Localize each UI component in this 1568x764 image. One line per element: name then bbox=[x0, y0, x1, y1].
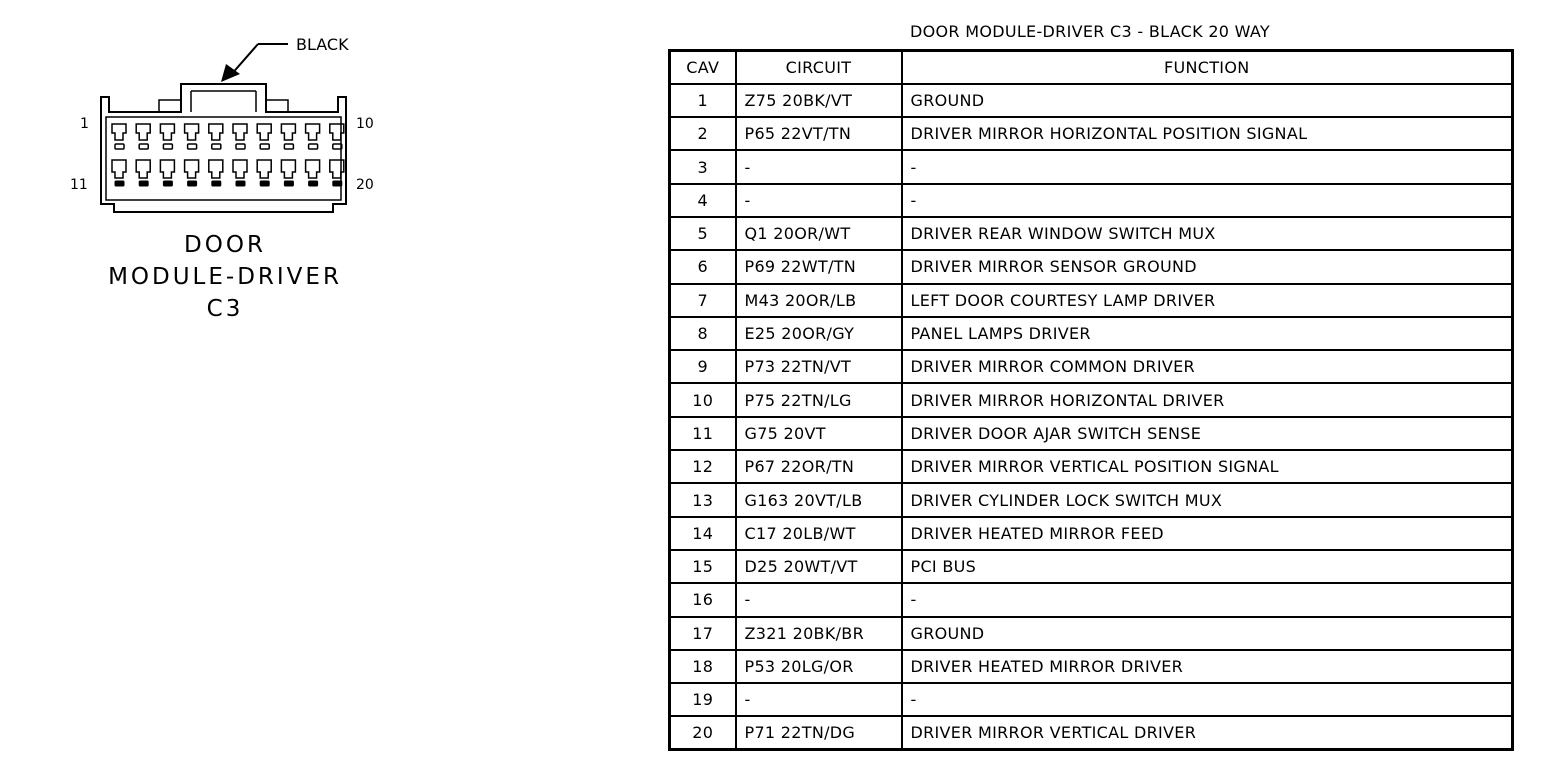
table-row bbox=[670, 184, 1513, 217]
cavity-8 bbox=[281, 124, 295, 149]
function-cell: DRIVER MIRROR VERTICAL POSITION SIGNAL bbox=[902, 450, 1513, 483]
cav-cell: 10 bbox=[670, 383, 736, 416]
cavity-outline bbox=[257, 160, 271, 178]
cav-cell: 14 bbox=[670, 517, 736, 550]
cav-cell: 6 bbox=[670, 250, 736, 283]
cavity-latch bbox=[188, 144, 197, 149]
connector-diagram bbox=[0, 0, 600, 340]
function-cell: DRIVER CYLINDER LOCK SWITCH MUX bbox=[902, 483, 1513, 516]
table-body bbox=[670, 84, 1513, 750]
cavity-14 bbox=[185, 160, 199, 186]
cav-cell: 15 bbox=[670, 550, 736, 583]
cavity-latch bbox=[260, 144, 269, 149]
cav-cell: 7 bbox=[670, 284, 736, 317]
circuit-cell: M43 20OR/LB bbox=[736, 284, 902, 317]
cavity-latch bbox=[284, 181, 293, 186]
table-row bbox=[670, 217, 1513, 250]
cavity-12 bbox=[136, 160, 150, 186]
connector-caption-line-3: C3 bbox=[206, 296, 244, 322]
connector-caption-line-2: MODULE-DRIVER bbox=[108, 264, 342, 290]
cav-cell: 17 bbox=[670, 617, 736, 650]
cavity-19 bbox=[306, 160, 320, 186]
circuit-cell: P73 22TN/VT bbox=[736, 350, 902, 383]
table-row bbox=[670, 450, 1513, 483]
cavity-latch bbox=[212, 181, 221, 186]
table-row bbox=[670, 483, 1513, 516]
cav-cell: 20 bbox=[670, 716, 736, 749]
header-circuit: CIRCUIT bbox=[736, 51, 902, 84]
cavity-outline bbox=[233, 160, 247, 178]
pinout-table bbox=[668, 49, 1514, 751]
function-cell: PCI BUS bbox=[902, 550, 1513, 583]
circuit-cell: P69 22WT/TN bbox=[736, 250, 902, 283]
circuit-cell: - bbox=[736, 683, 902, 716]
cavity-outline bbox=[136, 160, 150, 178]
table-row bbox=[670, 550, 1513, 583]
circuit-cell: G163 20VT/LB bbox=[736, 483, 902, 516]
cavity-latch bbox=[212, 144, 221, 149]
table-row bbox=[670, 650, 1513, 683]
circuit-cell: E25 20OR/GY bbox=[736, 317, 902, 350]
table-title: DOOR MODULE-DRIVER C3 - BLACK 20 WAY bbox=[910, 22, 1270, 41]
connector-color-label: BLACK bbox=[296, 35, 349, 54]
function-cell: GROUND bbox=[902, 617, 1513, 650]
cavity-18 bbox=[281, 160, 295, 186]
function-cell: PANEL LAMPS DRIVER bbox=[902, 317, 1513, 350]
table-row bbox=[670, 417, 1513, 450]
cavity-outline bbox=[306, 160, 320, 178]
cavity-4 bbox=[185, 124, 199, 149]
circuit-cell: Z75 20BK/VT bbox=[736, 84, 902, 117]
connector-caption-line-1: DOOR bbox=[184, 232, 266, 258]
function-cell: - bbox=[902, 150, 1513, 183]
cavity-outline bbox=[281, 160, 295, 178]
cavity-latch bbox=[163, 181, 172, 186]
cavity-latch bbox=[260, 181, 269, 186]
table-header-row bbox=[670, 51, 1513, 84]
housing-tab bbox=[159, 100, 181, 112]
table-row bbox=[670, 383, 1513, 416]
circuit-cell: P71 22TN/DG bbox=[736, 716, 902, 749]
cavity-latch bbox=[115, 144, 124, 149]
table-row bbox=[670, 716, 1513, 749]
cavity-latch bbox=[115, 181, 124, 186]
cavity-outline bbox=[160, 124, 174, 140]
circuit-cell: - bbox=[736, 150, 902, 183]
cavity-outline bbox=[160, 160, 174, 178]
circuit-cell: P53 20LG/OR bbox=[736, 650, 902, 683]
table-row bbox=[670, 617, 1513, 650]
cavity-17 bbox=[257, 160, 271, 186]
cavity-outline bbox=[112, 124, 126, 140]
pin-label-1: 1 bbox=[80, 116, 89, 132]
table-row bbox=[670, 250, 1513, 283]
pin-label-10: 10 bbox=[356, 116, 374, 132]
cav-cell: 16 bbox=[670, 583, 736, 616]
circuit-cell: D25 20WT/VT bbox=[736, 550, 902, 583]
cavity-13 bbox=[160, 160, 174, 186]
function-cell: LEFT DOOR COURTESY LAMP DRIVER bbox=[902, 284, 1513, 317]
header-function: FUNCTION bbox=[902, 51, 1513, 84]
circuit-cell: P65 22VT/TN bbox=[736, 117, 902, 150]
cavity-latch bbox=[139, 181, 148, 186]
table-row bbox=[670, 583, 1513, 616]
table-row bbox=[670, 517, 1513, 550]
cavity-latch bbox=[284, 144, 293, 149]
function-cell: - bbox=[902, 583, 1513, 616]
cav-cell: 5 bbox=[670, 217, 736, 250]
function-cell: - bbox=[902, 184, 1513, 217]
cavity-latch bbox=[333, 181, 342, 186]
circuit-cell: P67 22OR/TN bbox=[736, 450, 902, 483]
function-cell: DRIVER MIRROR COMMON DRIVER bbox=[902, 350, 1513, 383]
cavity-outline bbox=[209, 160, 223, 178]
function-cell: - bbox=[902, 683, 1513, 716]
cavity-5 bbox=[209, 124, 223, 149]
table-row bbox=[670, 683, 1513, 716]
cavity-outline bbox=[281, 124, 295, 140]
table-row bbox=[670, 84, 1513, 117]
circuit-cell: Q1 20OR/WT bbox=[736, 217, 902, 250]
circuit-cell: - bbox=[736, 583, 902, 616]
cavity-15 bbox=[209, 160, 223, 186]
table-row bbox=[670, 150, 1513, 183]
cavity-latch bbox=[309, 144, 318, 149]
cav-cell: 13 bbox=[670, 483, 736, 516]
cav-cell: 11 bbox=[670, 417, 736, 450]
cavity-latch bbox=[236, 181, 245, 186]
table-row bbox=[670, 350, 1513, 383]
cav-cell: 19 bbox=[670, 683, 736, 716]
cavity-6 bbox=[233, 124, 247, 149]
table-row bbox=[670, 284, 1513, 317]
function-cell: DRIVER MIRROR HORIZONTAL POSITION SIGNAL bbox=[902, 117, 1513, 150]
cavity-outline bbox=[209, 124, 223, 140]
cav-cell: 2 bbox=[670, 117, 736, 150]
cav-cell: 18 bbox=[670, 650, 736, 683]
pin-label-11: 11 bbox=[70, 177, 88, 193]
cavity-row-bottom bbox=[112, 160, 344, 186]
circuit-cell: G75 20VT bbox=[736, 417, 902, 450]
housing-tab bbox=[266, 100, 288, 112]
circuit-cell: P75 22TN/LG bbox=[736, 383, 902, 416]
cav-cell: 1 bbox=[670, 84, 736, 117]
connector-face-drawing bbox=[0, 0, 600, 230]
cavity-row-top bbox=[112, 124, 344, 149]
cavity-latch bbox=[188, 181, 197, 186]
function-cell: DRIVER HEATED MIRROR FEED bbox=[902, 517, 1513, 550]
cavity-outline bbox=[185, 160, 199, 178]
function-cell: GROUND bbox=[902, 84, 1513, 117]
pin-label-20: 20 bbox=[356, 177, 374, 193]
table-row bbox=[670, 117, 1513, 150]
cav-cell: 4 bbox=[670, 184, 736, 217]
function-cell: DRIVER MIRROR HORIZONTAL DRIVER bbox=[902, 383, 1513, 416]
cavity-7 bbox=[257, 124, 271, 149]
table-row bbox=[670, 317, 1513, 350]
cav-cell: 3 bbox=[670, 150, 736, 183]
function-cell: DRIVER REAR WINDOW SWITCH MUX bbox=[902, 217, 1513, 250]
cavity-latch bbox=[236, 144, 245, 149]
cav-cell: 12 bbox=[670, 450, 736, 483]
cavity-outline bbox=[112, 160, 126, 178]
cavity-outline bbox=[185, 124, 199, 140]
circuit-cell: Z321 20BK/BR bbox=[736, 617, 902, 650]
circuit-cell: C17 20LB/WT bbox=[736, 517, 902, 550]
function-cell: DRIVER MIRROR VERTICAL DRIVER bbox=[902, 716, 1513, 749]
cav-cell: 9 bbox=[670, 350, 736, 383]
cavity-outline bbox=[306, 124, 320, 140]
cavity-latch bbox=[139, 144, 148, 149]
circuit-cell: - bbox=[736, 184, 902, 217]
cavity-1 bbox=[112, 124, 126, 149]
cavity-latch bbox=[309, 181, 318, 186]
function-cell: DRIVER DOOR AJAR SWITCH SENSE bbox=[902, 417, 1513, 450]
cavity-2 bbox=[136, 124, 150, 149]
function-cell: DRIVER HEATED MIRROR DRIVER bbox=[902, 650, 1513, 683]
cavity-11 bbox=[112, 160, 126, 186]
function-cell: DRIVER MIRROR SENSOR GROUND bbox=[902, 250, 1513, 283]
header-cav: CAV bbox=[670, 51, 736, 84]
cavity-outline bbox=[233, 124, 247, 140]
cavity-16 bbox=[233, 160, 247, 186]
cavity-3 bbox=[160, 124, 174, 149]
cavity-latch bbox=[163, 144, 172, 149]
cavity-outline bbox=[257, 124, 271, 140]
cavity-outline bbox=[136, 124, 150, 140]
cav-cell: 8 bbox=[670, 317, 736, 350]
cavity-9 bbox=[306, 124, 320, 149]
